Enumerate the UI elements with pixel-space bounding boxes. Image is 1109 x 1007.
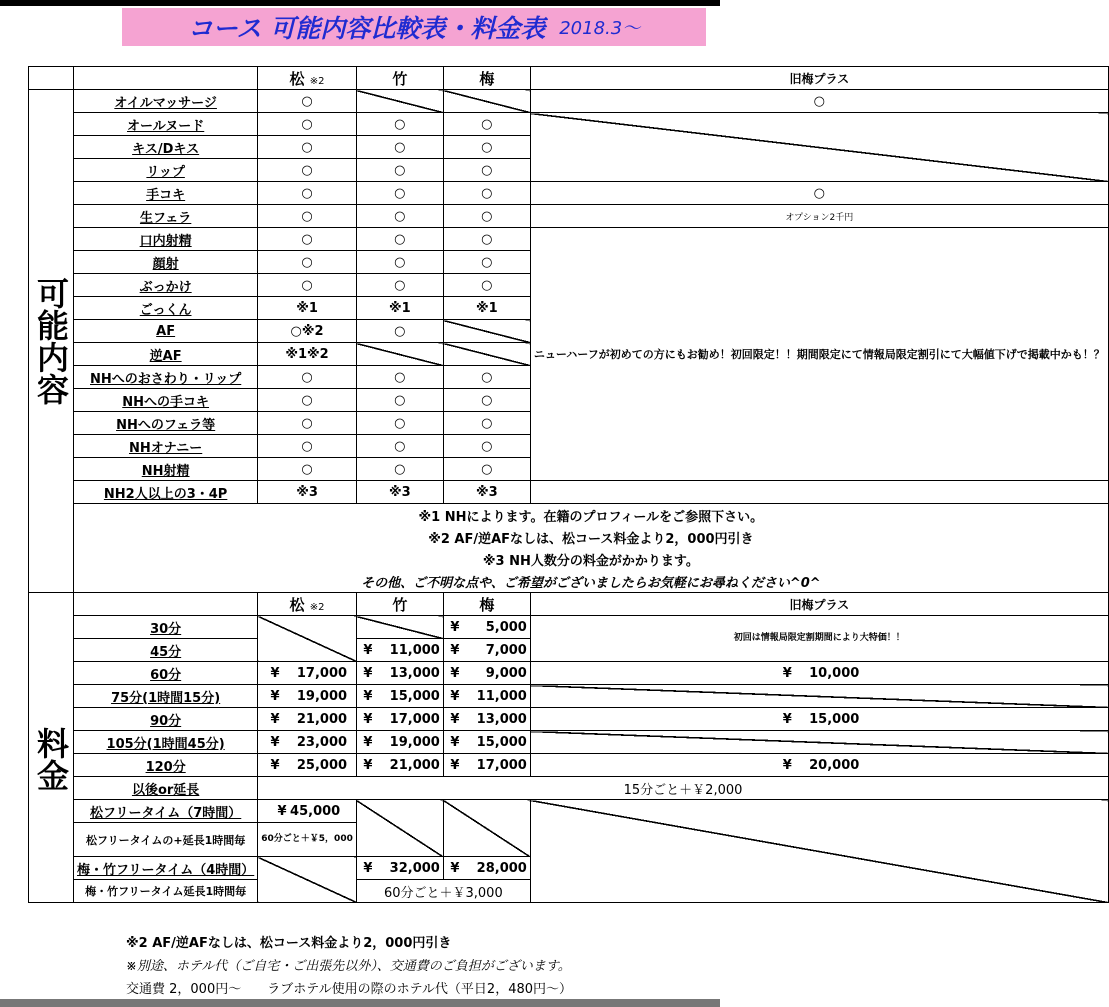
note-row: [29, 526, 1109, 548]
service-label: AF: [74, 320, 258, 343]
service-label: 手コキ: [74, 182, 258, 205]
table-row: 可能内容 オイルマッサージ ○ ○: [29, 90, 1109, 113]
price-header-ume: 梅: [443, 593, 530, 616]
price-row: 料金 30分 ¥ 5,000 初回は情報局限定割期間により大特価！！: [29, 616, 1109, 639]
course-header-take: 竹: [356, 67, 443, 90]
table-row: オールヌード ○ ○ ○: [29, 113, 1109, 136]
price-header-kyuume: 旧梅プラス: [530, 593, 1108, 616]
service-label: リップ: [74, 159, 258, 182]
free-time-row: 梅・竹フリータイム延長1時間毎 60分ごと＋￥3,000: [29, 880, 1109, 903]
bottom-border: [0, 999, 720, 1007]
page-title: [122, 8, 706, 46]
course-header-ume: 梅: [443, 67, 530, 90]
service-label: ぶっかけ: [74, 274, 258, 297]
course-header-kyuume: 旧梅プラス: [530, 67, 1108, 90]
service-label: NHへのフェラ等: [74, 412, 258, 435]
table-row: NH射精 ○ ○ ○: [29, 458, 1109, 481]
kyuume-price-note: 初回は情報局限定割期間により大特価！！: [530, 616, 1108, 662]
service-label: 顔射: [74, 251, 258, 274]
footer-note-2: ※別途、ホテル代（ご自宅・ご出張先以外）、交通費のご負担がございます。: [126, 959, 571, 974]
kyuume-option: オプション2千円: [530, 205, 1108, 228]
price-row: 60分 ¥ 17,000 ¥ 13,000 ¥ 9,000 ¥ 10,000: [29, 662, 1109, 685]
service-label: オイルマッサージ: [74, 90, 258, 113]
price-header-row: [29, 593, 1109, 616]
table-row: 口内射精 ○ ○ ○ ニューハーフが初めての方にもお勧め！初回限定！！期間限定にて情報局限定割引にて大幅値下げで掲載中かも！？: [29, 228, 1109, 251]
kyuume-promo-note: ニューハーフが初めての方にもお勧め！初回限定！！期間限定にて情報局限定割引にて大幅値下げで掲載中かも！？: [530, 228, 1108, 481]
price-row: 105分(1時間45分) ¥ 23,000 ¥ 19,000 ¥ 15,000: [29, 731, 1109, 754]
price-header-matsu: 松 ※2: [258, 593, 357, 616]
table-row: NHへのフェラ等 ○ ○ ○: [29, 412, 1109, 435]
title-date: 2018.3〜: [559, 18, 641, 39]
course-header-matsu: 松 ※2: [258, 67, 357, 90]
service-label: 口内射精: [74, 228, 258, 251]
table-row: 生フェラ ○ ○ ○ オプション2千円: [29, 205, 1109, 228]
extension-value: 15分ごと＋￥2,000: [258, 777, 1108, 800]
service-label: オールヌード: [74, 113, 258, 136]
note-3: ※3 NH人数分の料金がかかります。: [74, 548, 1109, 570]
price-row: 45分 ¥ 11,000 ¥ 7,000: [29, 639, 1109, 662]
course-table: [28, 66, 1109, 903]
service-label: キス/Dキス: [74, 136, 258, 159]
table-row: AF ○※2 ○: [29, 320, 1109, 343]
extension-row: 以後or延長 15分ごと＋￥2,000: [29, 777, 1109, 800]
note-4: その他、ご不明な点や、ご希望がございましたらお気軽にお尋ねください^0^: [74, 570, 1109, 593]
service-label: 逆AF: [74, 343, 258, 366]
content-section-label: 可能内容: [29, 90, 74, 593]
table-row: NHへの手コキ ○ ○ ○: [29, 389, 1109, 412]
table-row: 逆AF ※1※2: [29, 343, 1109, 366]
service-label: NHへのおさわり・リップ: [74, 366, 258, 389]
service-label: NHオナニー: [74, 435, 258, 458]
free-time-row: 松フリータイムの+延長1時間毎 60分ごと＋￥5，000: [29, 823, 1109, 857]
free-time-row: 松フリータイム（7時間） ¥ 45,000: [29, 800, 1109, 823]
note-1: ※1 NHによります。在籍のプロフィールをご参照下さい。: [74, 504, 1109, 527]
table-row: 手コキ ○ ○ ○ ○: [29, 182, 1109, 205]
service-label: NHへの手コキ: [74, 389, 258, 412]
note-2: ※2 AF/逆AFなしは、松コース料金より2，000円引き: [74, 526, 1109, 548]
service-label: ごっくん: [74, 297, 258, 320]
table-row: NHへのおさわり・リップ ○ ○ ○: [29, 366, 1109, 389]
table-row: リップ ○ ○ ○: [29, 159, 1109, 182]
price-row: 120分 ¥ 25,000 ¥ 21,000 ¥ 17,000 ¥ 20,000: [29, 754, 1109, 777]
table-row: NHオナニー ○ ○ ○: [29, 435, 1109, 458]
price-section-label: 料金: [29, 616, 74, 903]
table-row: ぶっかけ ○ ○ ○: [29, 274, 1109, 297]
service-label: 生フェラ: [74, 205, 258, 228]
footer-note-3: 交通費 2，000円〜 ラブホテル使用の際のホテル代（平日2，480円〜）: [126, 982, 573, 997]
footer-note-1: ※2 AF/逆AFなしは、松コース料金より2，000円引き: [126, 936, 452, 951]
price-row: 90分 ¥ 21,000 ¥ 17,000 ¥ 13,000 ¥ 15,000: [29, 708, 1109, 731]
note-row: [29, 548, 1109, 570]
note-row: [29, 504, 1109, 527]
table-row: キス/Dキス ○ ○ ○: [29, 136, 1109, 159]
service-label: NH射精: [74, 458, 258, 481]
top-border: [0, 0, 720, 6]
note-row: [29, 570, 1109, 593]
free-time-row: 梅・竹フリータイム（4時間） ¥ 32,000 ¥ 28,000: [29, 857, 1109, 880]
title-main: コース 可能内容比較表・料金表: [187, 14, 546, 43]
table-row: ごっくん ※1 ※1 ※1: [29, 297, 1109, 320]
price-row: 75分(1時間15分) ¥ 19,000 ¥ 15,000 ¥ 11,000: [29, 685, 1109, 708]
table-row: 顔射 ○ ○ ○: [29, 251, 1109, 274]
table-row: NH2人以上の3・4P ※3 ※3 ※3: [29, 481, 1109, 504]
price-header-take: 竹: [356, 593, 443, 616]
service-label: NH2人以上の3・4P: [74, 481, 258, 504]
table-header-row: [29, 67, 1109, 90]
